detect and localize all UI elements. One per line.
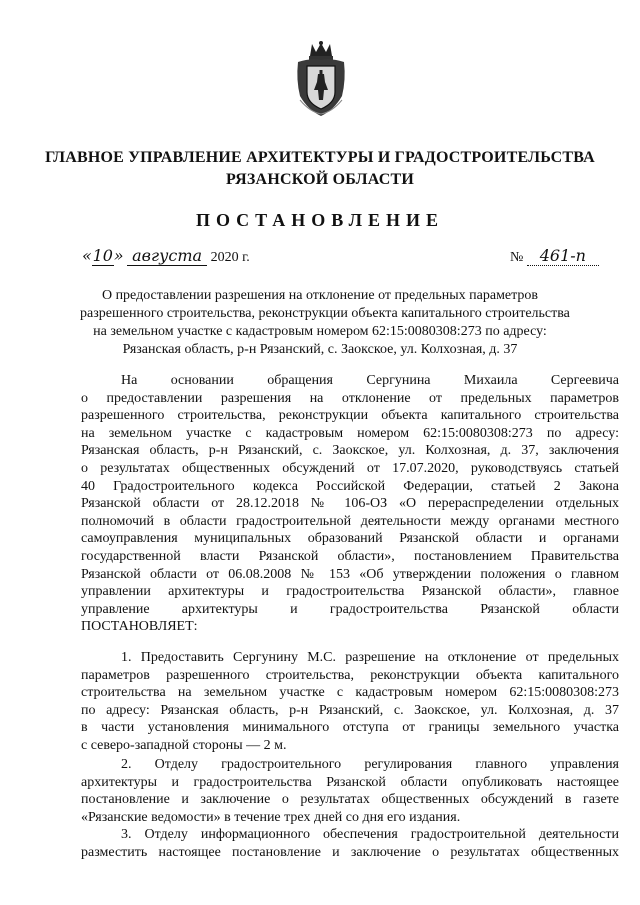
number-value: 461-п [527, 246, 599, 266]
text-line: на земельном участке с кадастровым номером 62:15:0080308:273 по адресу: [81, 425, 619, 441]
clause-3 [81, 826, 619, 861]
text-line: о предоставлении разрешения на отклонение от предельных параметров [81, 390, 619, 406]
preamble-paragraph [81, 372, 619, 636]
date-open-quote: « [82, 246, 92, 265]
text-line: государственной власти Рязанской области», постановлением Правительства [81, 548, 619, 564]
document-type-title: ПОСТАНОВЛЕНИЕ [195, 210, 445, 230]
document-subject [80, 287, 570, 359]
text-line: 1. Предоставить Сергунину М.С. разрешение на отклонение от предельных [121, 650, 619, 665]
text-line: постановление и заключение о результатах общественных обсуждений в газете [81, 792, 619, 808]
document-number [510, 246, 599, 266]
authority-line-1: ГЛАВНОЕ УПРАВЛЕНИЕ АРХИТЕКТУРЫ И ГРАДОСТРОИТЕЛЬСТВА [45, 149, 595, 166]
text-line: о результатах общественных обсуждений от 17.07.2020, руководствуясь статьей [81, 460, 619, 476]
text-line: в части установления минимального отступа от границы земельного участка [81, 720, 619, 736]
text-line: Рязанская область, р-н Рязанский, с. Заокское, ул. Колхозная, д. 37, заключения [81, 443, 619, 459]
text-line: управление архитектуры и градостроительства Рязанской области [81, 601, 619, 617]
subject-line: на земельном участке с кадастровым номером 62:15:0080308:273 по адресу: [93, 324, 547, 339]
number-label: № [510, 250, 524, 265]
clause-1 [81, 649, 619, 755]
date-month: августа [127, 246, 207, 266]
date-close-quote: » [113, 246, 124, 265]
text-line: архитектуры и градостроительства Рязанской области опубликовать настоящее [81, 774, 619, 790]
text-line: 40 Градостроительного кодекса Российской Федерации, статьей 2 Закона [81, 478, 619, 494]
text-line: На основании обращения Сергунина Михаила Сергеевича [121, 373, 619, 388]
text-line: 3. Отделу информационного обеспечения градостроительной деятельности [121, 827, 619, 842]
date-year: 2020 г. [210, 250, 250, 265]
text-line: самоуправления муниципальных образований Рязанской области и органами [81, 531, 619, 547]
subject-line: Рязанская область, р-н Рязанский, с. Заокское, ул. Колхозная, д. 37 [122, 342, 518, 357]
text-line: Рязанской области от 06.08.2008 № 153 «Об утверждении положения о главном [81, 566, 619, 582]
document-date [82, 246, 250, 266]
text-line: полномочий в области градостроительной деятельности между органами местного [81, 513, 619, 529]
text-line: разместить настоящее постановление и заключение о результатах общественных [81, 844, 619, 860]
resolves-heading: ПОСТАНОВЛЯЕТ: [81, 619, 198, 635]
text-line: управлении архитектуры и градостроительства Рязанской области», главное [81, 584, 619, 600]
subject-line: разрешенного строительства, реконструкции объекта капитального строительства [80, 306, 570, 321]
text-line: с северо-западной стороны — 2 м. [81, 737, 287, 753]
subject-line: О предоставлении разрешения на отклонение от предельных параметров [101, 288, 539, 303]
ryazan-coat-of-arms-icon [294, 40, 348, 118]
clause-2 [81, 756, 619, 826]
date-day: 10 [92, 246, 113, 265]
text-line: 2. Отделу градостроительного регулирования главного управления [121, 757, 619, 772]
text-line: параметров разрешенного строительства, реконструкции объекта капитального [81, 667, 619, 683]
text-line: «Рязанские ведомости» в течение трех дней со дня его издания. [81, 809, 461, 825]
text-line: Рязанской области от 28.12.2018 № 106-ОЗ «О перераспределении отдельных [81, 496, 619, 512]
text-line: разрешенного строительства, реконструкции объекта капитального строительства [81, 408, 619, 424]
text-line: строительства на земельном участке с кадастровым номером 62:15:0080308:273 [81, 685, 619, 701]
issuing-authority [40, 147, 600, 191]
authority-line-2: РЯЗАНСКОЙ ОБЛАСТИ [225, 171, 414, 188]
text-line: по адресу: Рязанская область, р-н Рязанский, с. Заокское, ул. Колхозная, д. 37 [81, 702, 619, 718]
